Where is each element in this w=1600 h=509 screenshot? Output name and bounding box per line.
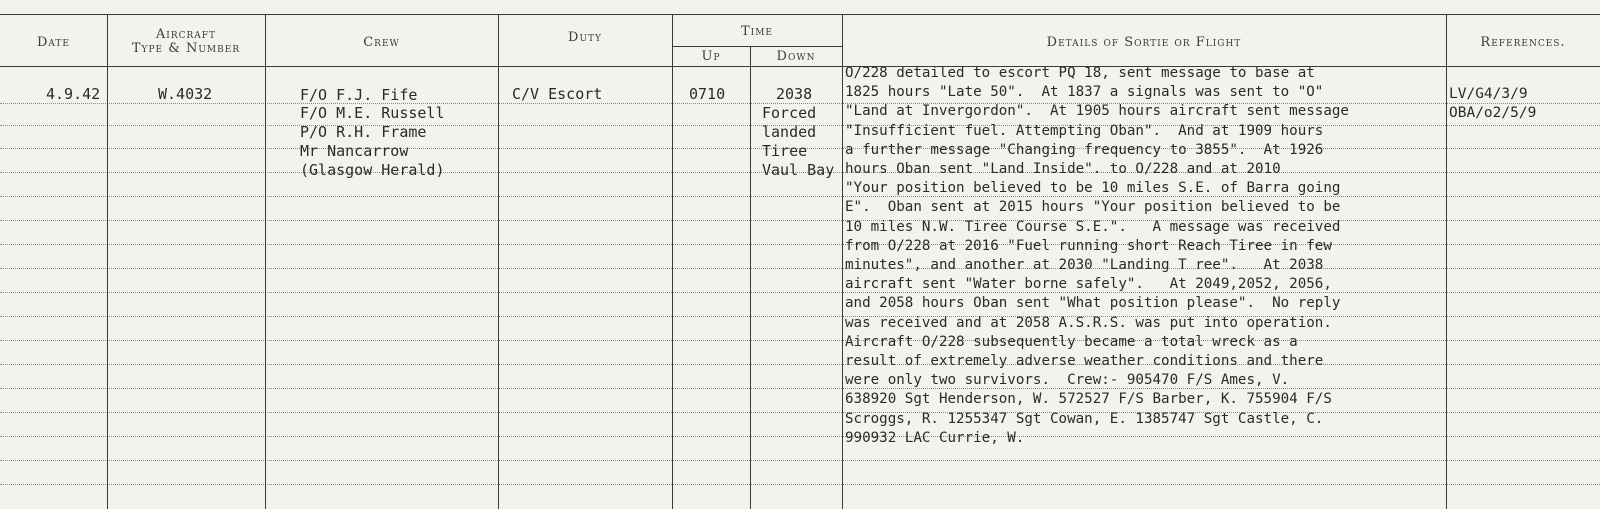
time-down-line: Forced <box>762 104 817 122</box>
detail-line: "Your position believed to be 10 miles S.E. of Barra going <box>845 180 1341 197</box>
header-time-up: Up <box>701 49 721 64</box>
sortie-details <box>845 64 1450 448</box>
entry-duty: C/V Escort <box>512 85 603 103</box>
header-references: References. <box>1480 35 1566 50</box>
crew-member: P/O R.H. Frame <box>300 123 427 141</box>
detail-line: were only two survivors. Crew:- 905470 F/S Ames, V. <box>845 372 1290 389</box>
time-down-line: 2038 <box>776 85 813 103</box>
header-time-down: Down <box>776 49 816 64</box>
crew-member: F/O M.E. Russell <box>300 104 445 122</box>
crew-member: Mr Nancarrow <box>300 142 409 160</box>
detail-line: Scroggs, R. 1255347 Sgt Cowan, E. 1385747 Sgt Castle, C. <box>845 410 1324 427</box>
reference: LV/G4/3/9 <box>1449 86 1528 102</box>
detail-line: Aircraft O/228 subsequently became a total wreck as a <box>845 333 1298 350</box>
header-aircraft-line1: Aircraft <box>155 27 217 42</box>
detail-line: minutes", and another at 2030 "Landing T ree". At 2038 <box>845 257 1324 274</box>
header-duty: Duty <box>568 30 602 45</box>
detail-line: 1825 hours "Late 50". At 1837 a signals was sent to "O" <box>845 84 1324 101</box>
entry-date: 4.9.42 <box>46 85 101 103</box>
header-crew: Crew <box>363 35 400 50</box>
detail-line: and 2058 hours Oban sent "What position please". No reply <box>845 295 1341 312</box>
detail-line: was received and at 2058 A.S.R.S. was put into operation. <box>845 314 1332 331</box>
header-date: Date <box>36 35 70 50</box>
reference: OBA/o2/5/9 <box>1449 105 1537 121</box>
top-rule <box>0 14 1600 15</box>
detail-line: 990932 LAC Currie, W. <box>845 429 1025 446</box>
header-aircraft-line2: Type & Number <box>131 41 241 56</box>
detail-line: 638920 Sgt Henderson, W. 572527 F/S Barber, K. 755904 F/S <box>845 391 1332 408</box>
detail-line: aircraft sent "Water borne safely". At 2049,2052, 2056, <box>845 276 1332 293</box>
time-down-line: Tiree <box>762 142 808 160</box>
detail-line: O/228 detailed to escort PQ 18, sent message to base at <box>845 65 1315 81</box>
detail-line: result of extremely adverse weather conditions and there <box>845 353 1324 370</box>
crew-member: (Glasgow Herald) <box>300 161 445 179</box>
entry-aircraft: W.4032 <box>158 85 213 103</box>
detail-line: 10 miles N.W. Tiree Course S.E.". A message was received <box>845 218 1341 235</box>
detail-line: hours Oban sent "Land Inside". to O/228 and at 2010 <box>845 161 1281 178</box>
time-down-line: landed <box>762 123 817 141</box>
detail-line: from O/228 at 2016 "Fuel running short Reach Tiree in few <box>845 237 1332 254</box>
detail-line: E". Oban sent at 2015 hours "Your position believed to be <box>845 199 1341 216</box>
entry-time-up: 0710 <box>689 85 726 103</box>
detail-line: "Land at Invergordon". At 1905 hours aircraft sent message <box>845 103 1349 120</box>
time-subheader-rule <box>672 46 842 47</box>
detail-line: a further message "Changing frequency to 3855". At 1926 <box>845 141 1324 158</box>
detail-line: "Insufficient fuel. Attempting Oban". And at 1909 hours <box>845 122 1324 139</box>
crew-member: F/O F.J. Fife <box>300 86 418 104</box>
header-time: Time <box>740 24 773 39</box>
time-down-line: Vaul Bay <box>762 161 835 179</box>
header-details: Details of Sortie or Flight <box>1046 35 1242 50</box>
